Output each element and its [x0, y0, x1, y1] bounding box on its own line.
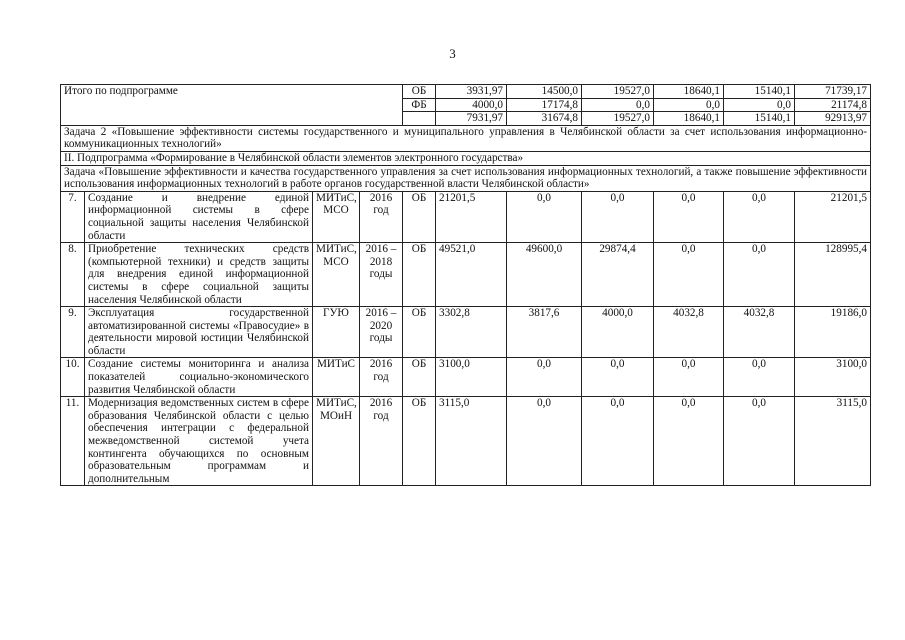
source-cell: ОБ: [403, 85, 436, 99]
value-cell: 3115,0: [795, 397, 871, 486]
value-cell: 19527,0: [582, 112, 654, 126]
budget-table: [60, 84, 871, 486]
row-number: 9.: [61, 307, 85, 358]
value-cell: 3931,97: [436, 85, 507, 99]
value-cell: 4000,0: [436, 98, 507, 112]
table-row: [61, 243, 871, 307]
row-number: 10.: [61, 358, 85, 397]
page-number: 3: [449, 46, 456, 61]
value-cell: 0,0: [654, 358, 724, 397]
executor: МИТиС, МСО: [313, 243, 360, 307]
source-cell: ФБ: [403, 98, 436, 112]
value-cell: 4032,8: [724, 307, 795, 358]
value-cell: 3302,8: [436, 307, 507, 358]
value-cell: 0,0: [582, 397, 654, 486]
value-cell: 29874,4: [582, 243, 654, 307]
value-cell: 3100,0: [795, 358, 871, 397]
executor: МИТиС: [313, 358, 360, 397]
source-cell: ОБ: [403, 307, 436, 358]
value-cell: 19527,0: [582, 85, 654, 99]
value-cell: 0,0: [654, 191, 724, 242]
value-cell: 0,0: [582, 358, 654, 397]
value-cell: 19186,0: [795, 307, 871, 358]
table-row: [61, 191, 871, 242]
value-cell: 0,0: [654, 98, 724, 112]
measure-name: Создание системы мониторинга и анализа показателей социально-экономического развития Челябинской области: [85, 358, 313, 397]
period: 2016 год: [360, 358, 403, 397]
task-heading: Задача «Повышение эффективности и качества государственного управления за счет использования информационных технологий, а также повышение эффективности использования информационных технологий в работе органов государственной власти Челябинской области»: [61, 165, 871, 191]
value-cell: 0,0: [582, 98, 654, 112]
value-cell: 0,0: [724, 191, 795, 242]
value-cell: 92913,97: [795, 112, 871, 126]
value-cell: 0,0: [724, 98, 795, 112]
value-cell: 15140,1: [724, 112, 795, 126]
value-cell: 0,0: [507, 397, 582, 486]
value-cell: 49521,0: [436, 243, 507, 307]
value-cell: 4032,8: [654, 307, 724, 358]
period: 2016 год: [360, 191, 403, 242]
source-cell: ОБ: [403, 191, 436, 242]
value-cell: 71739,17: [795, 85, 871, 99]
value-cell: 15140,1: [724, 85, 795, 99]
value-cell: 3817,6: [507, 307, 582, 358]
value-cell: 4000,0: [582, 307, 654, 358]
measure-name: Приобретение технических средств (компьютерной техники) и средств защиты для внедрения единой информационной системы в сфере социальной защиты населения Челябинской области: [85, 243, 313, 307]
subtotal-row: [61, 85, 871, 99]
value-cell: 18640,1: [654, 112, 724, 126]
value-cell: 7931,97: [436, 112, 507, 126]
period: 2016 год: [360, 397, 403, 486]
period: 2016 – 2018 годы: [360, 243, 403, 307]
value-cell: 21201,5: [795, 191, 871, 242]
source-cell: ОБ: [403, 358, 436, 397]
source-cell: [403, 112, 436, 126]
source-cell: ОБ: [403, 397, 436, 486]
row-number: 7.: [61, 191, 85, 242]
executor: МИТиС, МОиН: [313, 397, 360, 486]
value-cell: 18640,1: [654, 85, 724, 99]
executor: ГУЮ: [313, 307, 360, 358]
measure-name: Эксплуатация государственной автоматизированной системы «Правосудие» в деятельности мировой юстиции Челябинской области: [85, 307, 313, 358]
table-row: [61, 397, 871, 486]
value-cell: 17174,8: [507, 98, 582, 112]
row-number: 11.: [61, 397, 85, 486]
period: 2016 – 2020 годы: [360, 307, 403, 358]
value-cell: 14500,0: [507, 85, 582, 99]
measure-name: Модернизация ведомственных систем в сфере образования Челябинской области с целью обеспечения интеграции с федеральной межведомственной системой учета контингента обучающихся по основным образовательным программам и дополнительным: [85, 397, 313, 486]
value-cell: 3100,0: [436, 358, 507, 397]
value-cell: 0,0: [507, 191, 582, 242]
value-cell: 0,0: [724, 358, 795, 397]
value-cell: 128995,4: [795, 243, 871, 307]
task-heading: Задача 2 «Повышение эффективности системы государственного и муниципального управления в Челябинской области за счет использования информационно-коммуникационных технологий»: [61, 125, 871, 151]
value-cell: 0,0: [654, 243, 724, 307]
source-cell: ОБ: [403, 243, 436, 307]
subprogram-heading-row: [61, 151, 871, 165]
subtotal-label: Итого по подпрограмме: [61, 85, 403, 126]
value-cell: 0,0: [654, 397, 724, 486]
task-heading-row: [61, 165, 871, 191]
value-cell: 21174,8: [795, 98, 871, 112]
table-row: [61, 307, 871, 358]
measure-name: Создание и внедрение единой информационной системы в сфере социальной защиты населения Челябинской области: [85, 191, 313, 242]
value-cell: 0,0: [507, 358, 582, 397]
row-number: 8.: [61, 243, 85, 307]
value-cell: 3115,0: [436, 397, 507, 486]
value-cell: 0,0: [724, 397, 795, 486]
executor: МИТиС, МСО: [313, 191, 360, 242]
value-cell: 49600,0: [507, 243, 582, 307]
value-cell: 31674,8: [507, 112, 582, 126]
value-cell: 0,0: [724, 243, 795, 307]
task-heading-row: [61, 125, 871, 151]
table-row: [61, 358, 871, 397]
value-cell: 0,0: [582, 191, 654, 242]
subprogram-heading: II. Подпрограмма «Формирование в Челябинской области элементов электронного государства»: [61, 151, 871, 165]
value-cell: 21201,5: [436, 191, 507, 242]
